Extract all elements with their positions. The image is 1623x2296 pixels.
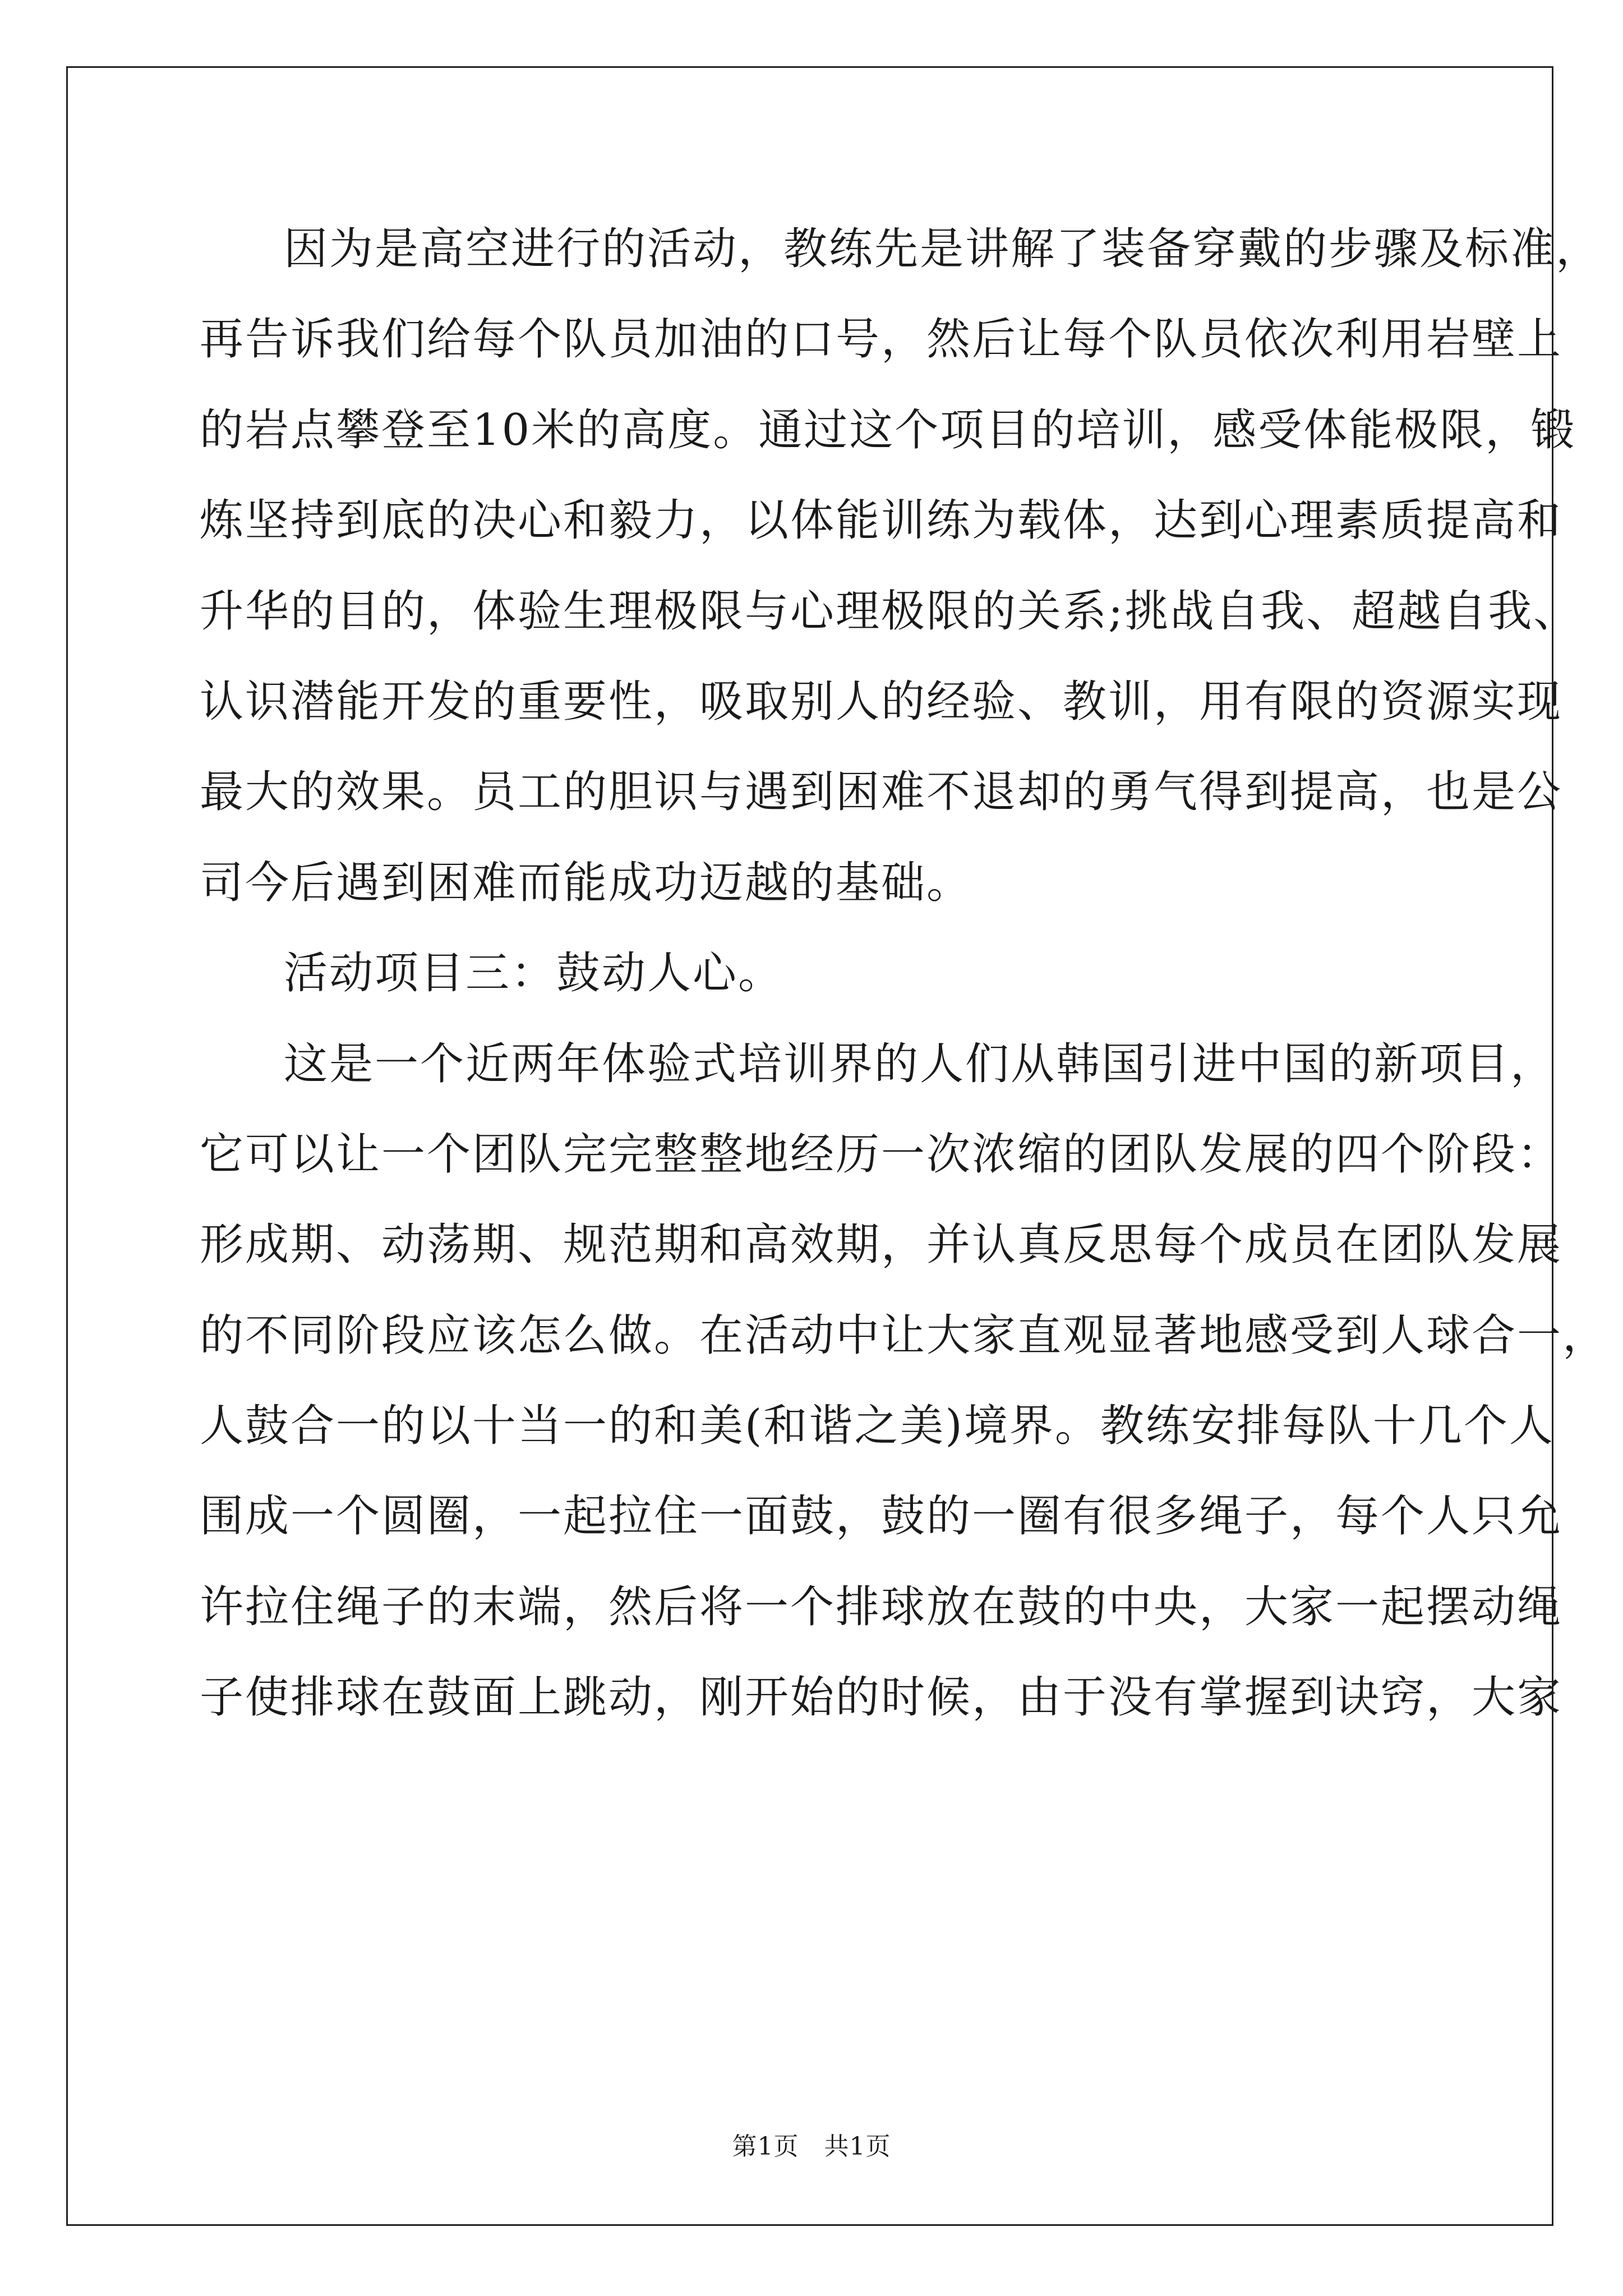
document-body (200, 204, 1608, 1743)
paragraph-line: 升华的目的，体验生理极限与心理极限的关系;挑战自我、超越自我、 (200, 586, 1579, 637)
paragraph-line: 司今后遇到困难而能成功迈越的基础。 (200, 857, 972, 908)
paragraph-line: 炼坚持到底的决心和毅力，以体能训练为载体，达到心理素质提高和 (200, 495, 1563, 546)
paragraph-line: 许拉住绳子的末端，然后将一个排球放在鼓的中央，大家一起摆动绳 (200, 1581, 1563, 1632)
paragraph-line: 形成期、动荡期、规范期和高效期，并认真反思每个成员在团队发展 (200, 1220, 1563, 1271)
paragraph-line: 这是一个近两年体验式培训界的人们从韩国引进中国的新项目， (284, 1038, 1556, 1089)
paragraph-line: 围成一个圆圈，一起拉住一面鼓，鼓的一圈有很多绳子，每个人只允 (200, 1491, 1563, 1542)
paragraph-line: 人鼓合一的以十当一的和美(和谐之美)境界。教练安排每队十几个人 (200, 1401, 1555, 1452)
paragraph-line: 的不同阶段应该怎么做。在活动中让大家直观显著地感受到人球合一， (200, 1310, 1608, 1361)
section-heading: 活动项目三：鼓动人心。 (284, 948, 784, 999)
paragraph-line: 的岩点攀登至10米的高度。通过这个项目的培训，感受体能极限，锻 (200, 404, 1576, 455)
paragraph-line: 再告诉我们给每个队员加油的口号，然后让每个队员依次利用岩壁上 (200, 314, 1563, 365)
page-footer: 第1页 共1页 (732, 2132, 891, 2161)
paragraph-line: 因为是高空进行的活动，教练先是讲解了装备穿戴的步骤及标准， (284, 224, 1602, 274)
paragraph-line: 子使排球在鼓面上跳动，刚开始的时候，由于没有掌握到诀窍，大家 (200, 1672, 1563, 1723)
paragraph-line: 认识潜能开发的重要性，吸取别人的经验、教训，用有限的资源实现 (200, 676, 1563, 727)
paragraph-line: 最大的效果。员工的胆识与遇到困难不退却的勇气得到提高，也是公 (200, 767, 1563, 818)
paragraph-line: 它可以让一个团队完完整整地经历一次浓缩的团队发展的四个阶段： (200, 1129, 1563, 1180)
